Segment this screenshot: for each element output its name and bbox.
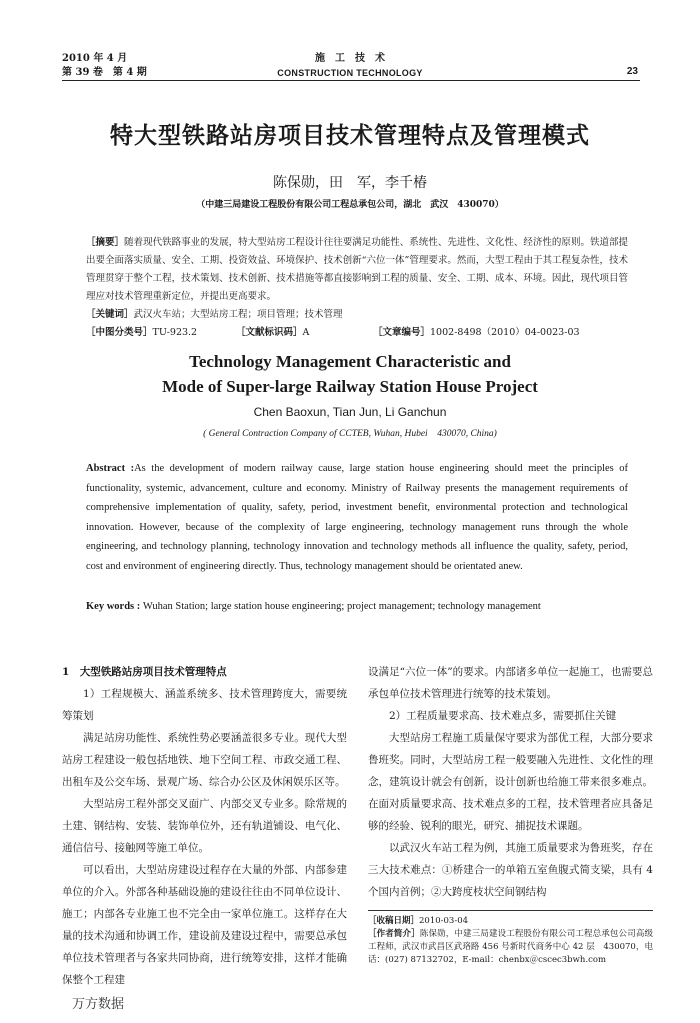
affiliation-cn: （中建三局建设工程股份有限公司工程总承包公司，湖北 武汉 430070）	[196, 200, 504, 210]
section-heading: 1 大型铁路站房项目技术管理特点	[62, 666, 227, 678]
article-title-cn: 特大型铁路站房项目技术管理特点及管理模式	[110, 122, 590, 149]
keywords-en-text: Wuhan Station; large station house engineering; project management; technology management	[142, 601, 541, 612]
received-label: ［收稿日期］	[368, 916, 420, 926]
abstract-en-label: Abstract :	[86, 463, 135, 474]
authors-cn: 陈保勋，田 军，李千椿	[273, 175, 427, 191]
title-en-line1: Technology Management Characteristic and	[189, 352, 511, 371]
journal-name-en: CONSTRUCTION TECHNOLOGY	[277, 68, 423, 78]
keywords-cn-text: 武汉火车站；大型站房工程；项目管理；技术管理	[133, 309, 343, 320]
paragraph: 满足站房功能性、系统性势必要涵盖很多专业。现代大型站房工程建设一般包括地铁、地下空间工程、市政交通工程、出租车及公交车场、景观广场、综合办公区及休闲娱乐区等。	[62, 732, 347, 788]
journal-name-cn: 施 工 技 术	[315, 53, 385, 64]
authors-en: Chen Baoxun, Tian Jun, Li Ganchun	[253, 405, 447, 419]
article-title-en	[0, 349, 700, 399]
paragraph: 可以看出，大型站房建设过程存在大量的外部、内部参建单位的介入。外部各种基础设施的建设往往由不同单位设计、施工；内部各专业施工也不完全由一家单位施工。这样存在大量的技术沟通和协调工作，建设前及建设过程中，需要总承包单位技术管理者与各家共同协商，进行统筹安排，这样才能确保整个工程建	[62, 864, 347, 986]
received-date: 2010-03-04	[419, 916, 469, 926]
author-bio-label: ［作者简介］	[368, 929, 420, 939]
doc-code: ［文献标识码］A	[236, 327, 310, 338]
subheading-2: 2）工程质量要求高、技术难点多，需要抓住关键	[389, 710, 617, 722]
affiliation-en: ( General Contraction Company of CCTEB, Wuhan, Hubei 430070, China)	[203, 429, 497, 439]
subheading-1: 1）工程规模大、涵盖系统多、技术管理跨度大，需要统筹策划	[62, 688, 347, 722]
paragraph: 以武汉火车站工程为例，其施工质量要求为鲁班奖，存在三大技术难点：①桥建合一的单箱五室鱼腹式简支梁，具有 4 个国内首例；②大跨度枝状空间钢结构	[368, 842, 653, 898]
header-rule	[62, 80, 640, 81]
keywords-en	[86, 597, 628, 616]
keywords-cn-label: ［关键词］	[86, 309, 134, 320]
body-column-right	[368, 661, 653, 903]
header-date: 2010 年 4 月	[62, 53, 128, 64]
watermark: 万方数据	[72, 997, 125, 1012]
abstract-en-text: As the development of modern railway cause, large station house engineering should meet the principles of functionality, systemic, advancement, culture and economy. Ministry of Railway presents the management requirements of comprehensive implementation of quality, safety, period, investment benefit, environmental protection and technological innovation. However, because of the complexity of large engineering, technology management runs through the whole engineering, and technology planning, technology innovation and technology methods all influence the quality, safety, period, cost and environment of engineering directly. Thus, technology management should be orientated anew.	[86, 463, 629, 572]
abstract-en	[86, 459, 628, 576]
clc: ［中图分类号］TU-923.2	[86, 327, 198, 338]
title-en-line2: Mode of Super-large Railway Station House Project	[162, 377, 538, 396]
paragraph: 设满足“六位一体”的要求。内部诸多单位一起施工，也需要总承包单位技术管理进行统筹的技术策划。	[368, 666, 653, 700]
header-date-volume	[62, 52, 147, 80]
body-column-left	[62, 661, 347, 991]
abstract-cn-text: 随着现代铁路事业的发展，特大型站房工程设计往往要满足功能性、系统性、先进性、文化性、经济性的原则。铁道部提出要全面落实质量、安全、工期、投资效益、环境保护、技术创新“六位一体”管理要求。然而，大型工程由于其工程复杂性，技术管理贯穿于整个工程，技术策划、技术创新、技术措施等都直接影响到工程的质量、安全、工期、成本、环境。因此，现代项目管理应对技术管理重新定位，并提出更高要求。	[86, 237, 628, 302]
paragraph: 大型站房工程施工质量保守要求为部优工程，大部分要求鲁班奖。同时，大型站房工程一般要融入先进性、文化性的理念，建筑设计就会有创新，设计创新也给施工带来很多难点。在面对质量要求高、技术难点多的工程，技术管理者应具备足够的经验、锐利的眼光，研究、捕捉技术课题。	[368, 732, 653, 832]
keywords-en-label: Key words :	[86, 601, 141, 612]
article-number: ［文章编号］1002-8498（2010）04-0023-03	[373, 327, 580, 338]
author-bio: 陈保勋，中建三局建设工程股份有限公司工程总承包公司高级工程师，武汉市武昌区武珞路 456 号新时代商务中心 42 层 430070，电话：(027) 87132702，E-mail：chenbx＠cscec3bwh.com	[368, 929, 653, 965]
abstract-cn-label: ［摘要］	[86, 237, 125, 248]
header-volume-issue: 第 39 卷 第 4 期	[62, 67, 147, 78]
page-number: 23	[626, 66, 638, 77]
paragraph: 大型站房工程外部交叉面广、内部交叉专业多。除常规的土建、钢结构、安装、装饰单位外，还有轨道铺设、电气化、通信信号、接触网等施工单位。	[62, 798, 347, 854]
footnote	[368, 910, 653, 967]
abstract-cn	[86, 234, 628, 324]
header-journal	[240, 52, 460, 80]
